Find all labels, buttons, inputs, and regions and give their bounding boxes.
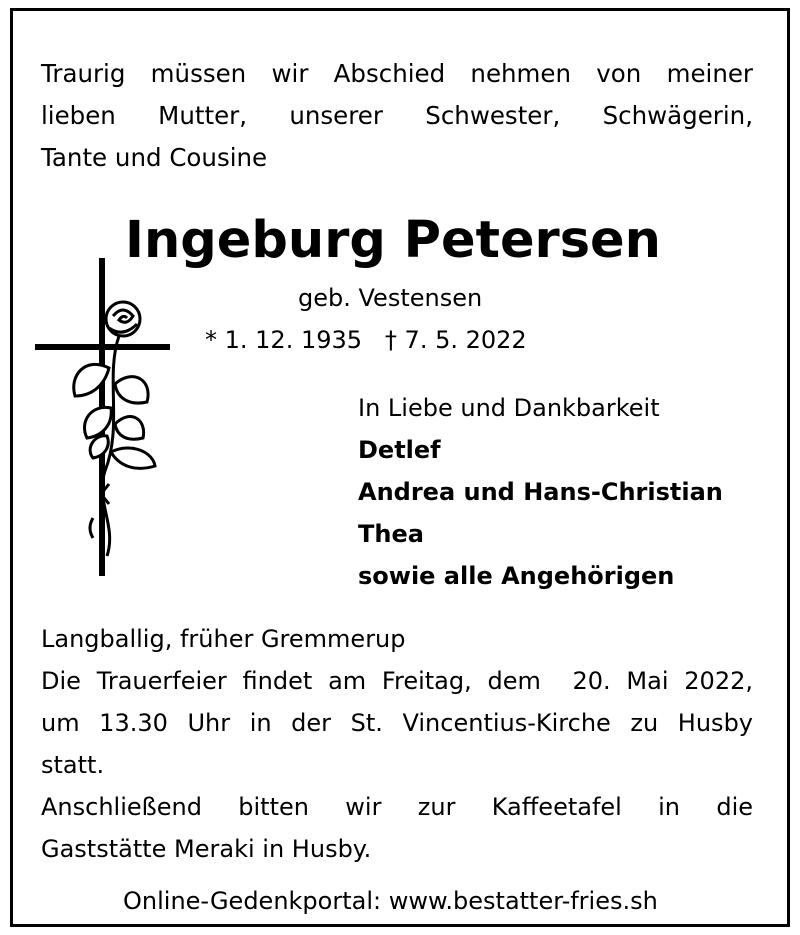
service-line-1: Die Trauerfeier findet am Freitag, dem 20. Mai 2022, — [41, 667, 753, 695]
family-intro: In Liebe und Dankbarkeit — [358, 394, 660, 422]
reception-line-2: Gaststätte Meraki in Husby. — [41, 835, 372, 863]
intro-line-3: Tante und Cousine — [41, 143, 268, 172]
cross-with-rose-icon — [35, 256, 185, 586]
deceased-name: Ingeburg Petersen — [125, 211, 661, 270]
family-member: sowie alle Angehörigen — [358, 562, 675, 590]
intro-line-1: Traurig müssen wir Abschied nehmen von meiner — [41, 59, 753, 88]
family-member: Thea — [358, 520, 424, 548]
life-dates: * 1. 12. 1935 † 7. 5. 2022 — [205, 326, 527, 354]
service-line-2: um 13.30 Uhr in der St. Vincentius-Kirche zu Husby — [41, 709, 753, 737]
place-line: Langballig, früher Gremmerup — [41, 625, 406, 653]
online-memorial-link[interactable]: Online-Gedenkportal: www.bestatter-fries.sh — [123, 887, 658, 915]
service-line-3: statt. — [41, 751, 105, 779]
obituary-frame — [10, 8, 790, 927]
maiden-name: geb. Vestensen — [298, 284, 483, 312]
reception-line-1: Anschließend bitten wir zur Kaffeetafel in die — [41, 793, 753, 821]
family-member: Andrea und Hans-Christian — [358, 478, 723, 506]
intro-line-2: lieben Mutter, unserer Schwester, Schwägerin, — [41, 101, 753, 130]
family-member: Detlef — [358, 436, 441, 464]
